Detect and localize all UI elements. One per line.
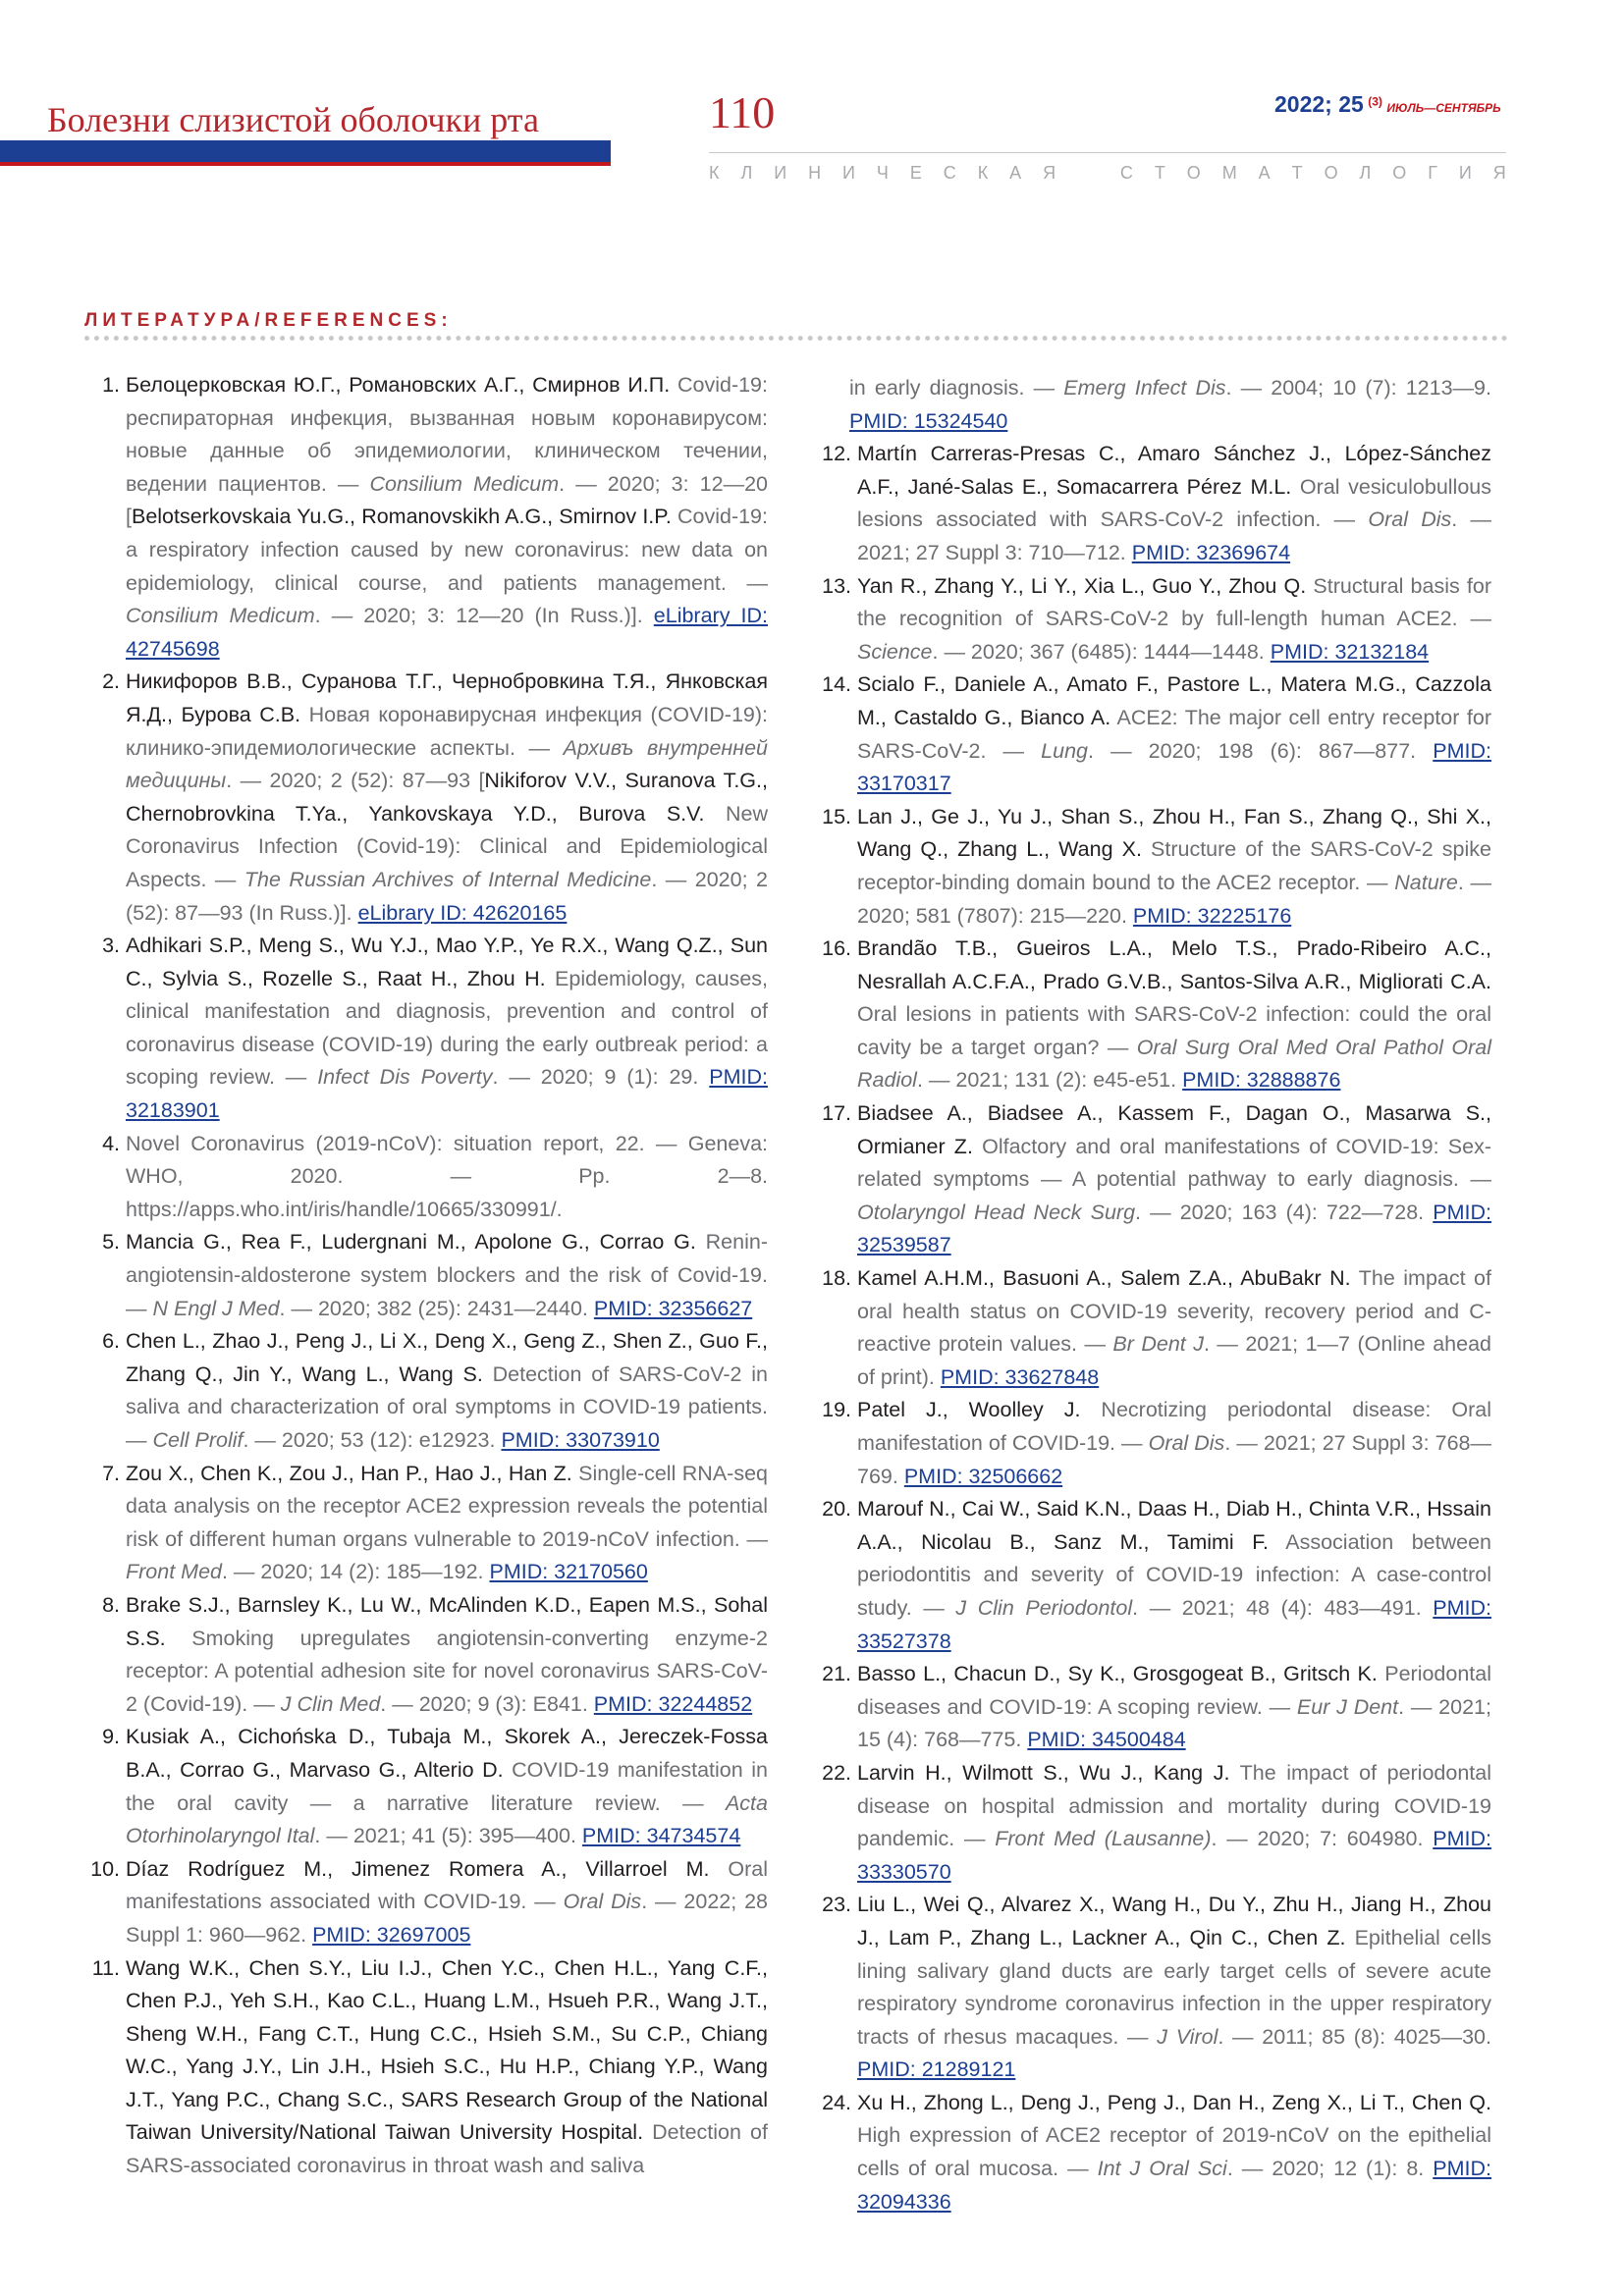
reference-body xyxy=(126,1952,768,2183)
reference-title: High expression of ACE2 receptor of 2019-nCoV on the epithelial cells of oral mucosa. — xyxy=(857,2123,1491,2181)
journal-letter: Е xyxy=(909,163,922,183)
reference-authors: Brandão T.B., Gueiros L.A., Melo T.S., Prado-Ribeiro A.C., Nesrallah A.C.F.A., Prado G.V.B., Santos-Silva A.R., Migliorati C.A. xyxy=(857,936,1491,993)
reference-details: . — 2021; 41 (5): 395—400. xyxy=(314,1824,582,1848)
reference-item xyxy=(88,1721,768,1852)
reference-item xyxy=(812,801,1491,933)
reference-body xyxy=(126,930,768,1128)
reference-item xyxy=(88,1853,768,1952)
reference-details: . — 2020; 9 (3): E841. xyxy=(380,1691,594,1716)
reference-item xyxy=(812,1658,1491,1757)
reference-item xyxy=(88,1128,768,1227)
journal-letter: И xyxy=(842,163,855,183)
pmid-link[interactable]: PMID: 32225176 xyxy=(1132,903,1292,928)
reference-body xyxy=(126,1128,768,1227)
reference-details: . — 2021; 131 (2): e45-e51. xyxy=(916,1068,1183,1093)
references-column-right xyxy=(812,372,1491,2218)
reference-authors: Martín Carreras-Presas C., Amaro Sánchez J., López-Sánchez A.F., Jané-Salas E., Somacarrera Pérez M.L. xyxy=(857,442,1491,499)
journal-letter: А xyxy=(1009,163,1022,183)
reference-body xyxy=(126,1853,768,1952)
journal-letter: К xyxy=(709,163,720,183)
reference-journal: Cell Prolif xyxy=(152,1428,244,1452)
section-title: Болезни слизистой оболочки рта xyxy=(47,100,539,139)
reference-title: Association between periodontitis and severity of COVID-19 infection: A case-control study. — xyxy=(857,1529,1491,1620)
reference-title-translit: New Coronavirus Infection (Covid-19): Clinical and Epidemiological Aspects. — xyxy=(126,801,768,891)
reference-title: Oral lesions in patients with SARS-CoV-2 infection: could the oral cavity be a target organ? — xyxy=(857,1002,1491,1059)
reference-details: . — 2020; 367 (6485): 1444—1448. xyxy=(932,639,1271,664)
pmid-link[interactable]: eLibrary ID: 42620165 xyxy=(357,900,568,925)
reference-journal: Acta Otorhinolaryngol Ital xyxy=(126,1790,768,1848)
reference-body xyxy=(857,933,1491,1097)
reference-number: 6. xyxy=(102,1329,120,1354)
reference-journal: Oral Dis xyxy=(1368,507,1452,532)
reference-body xyxy=(857,1889,1491,2087)
pmid-link[interactable]: PMID: 33330570 xyxy=(857,1827,1491,1884)
reference-title: Detection of SARS-associated coronavirus in throat wash and saliva xyxy=(126,2120,768,2178)
reference-item xyxy=(88,666,768,930)
reference-authors: Zou X., Chen K., Zou J., Han P., Hao J., Han Z. xyxy=(126,1461,572,1485)
reference-details: . — 2021; 27 Suppl 3: 768—769. xyxy=(857,1431,1492,1488)
reference-authors: Basso L., Chacun D., Sy K., Grosgogeat B., Gritsch K. xyxy=(857,1662,1378,1686)
header-blue-bar xyxy=(0,140,611,162)
reference-number: 14. xyxy=(822,672,851,697)
reference-authors-translit: Nikiforov V.V., Suranova T.G., Chernobrovkina T.Ya., Yankovskaya Y.D., Burova S.V. xyxy=(126,769,768,826)
issue-info xyxy=(1274,91,1501,118)
reference-item xyxy=(812,1097,1491,1262)
journal-letter: Ч xyxy=(876,163,889,183)
reference-number: 17. xyxy=(822,1101,851,1126)
reference-body xyxy=(126,1589,768,1721)
reference-details: . — 2020; 581 (7807): 215—220. xyxy=(857,870,1491,928)
reference-journal: Oral Dis xyxy=(563,1890,642,1914)
issue-number: (3) xyxy=(1368,94,1382,109)
reference-authors: Chen L., Zhao J., Peng J., Li X., Deng X., Geng Z., Shen Z., Guo F., Zhang Q., Jin Y., Wang L., Wang S. xyxy=(126,1329,768,1386)
journal-letter: О xyxy=(1186,163,1201,183)
journal-letter: Я xyxy=(1492,163,1506,183)
reference-details: . — 2020; 9 (1): 29. xyxy=(492,1065,710,1090)
reference-details: . — 2020; 12 (1): 8. xyxy=(1226,2157,1434,2181)
reference-details: . — 2020; 3: 12—20 [ xyxy=(126,471,768,529)
reference-number: 2. xyxy=(102,669,120,694)
reference-journal-translit: The Russian Archives of Internal Medicine xyxy=(244,867,652,891)
reference-authors: Mancia G., Rea F., Ludergnani M., Apolone G., Corrao G. xyxy=(126,1230,696,1255)
reference-authors-translit: Belotserkovskaia Yu.G., Romanovskikh A.G., Smirnov I.P. xyxy=(131,505,672,529)
reference-item xyxy=(88,1325,768,1457)
reference-journal: Science xyxy=(857,639,933,664)
reference-details: . — 2020; 7: 604980. xyxy=(1211,1827,1434,1851)
reference-authors: Lan J., Ge J., Yu J., Shan S., Zhou H., Fan S., Zhang Q., Shi X., Wang Q., Zhang L., Wang X. xyxy=(857,804,1491,862)
pmid-link[interactable]: PMID: 32506662 xyxy=(903,1464,1063,1488)
reference-number: 20. xyxy=(822,1497,851,1522)
journal-letter: Я xyxy=(1043,163,1056,183)
reference-body xyxy=(857,2087,1491,2218)
journal-letter: А xyxy=(1258,163,1271,183)
journal-letter: Л xyxy=(740,163,753,183)
reference-body xyxy=(126,1226,768,1325)
reference-authors: Kamel A.H.M., Basuoni A., Salem Z.A., AbuBakr N. xyxy=(857,1266,1351,1291)
reference-number: 8. xyxy=(102,1592,120,1617)
references-column-left xyxy=(88,369,768,2183)
reference-number: 21. xyxy=(822,1662,851,1686)
pmid-link[interactable]: PMID: 32132184 xyxy=(1270,639,1430,664)
reference-journal: Oral Dis xyxy=(1148,1431,1225,1455)
reference-number: 18. xyxy=(822,1266,851,1291)
reference-details: . — 2020; 163 (4): 722—728. xyxy=(1135,1200,1434,1224)
reference-title: Structural basis for the recognition of SARS-CoV-2 by full-length human ACE2. — xyxy=(857,573,1491,631)
reference-title: Oral manifestations associated with COVID-19. — xyxy=(126,1856,768,1914)
reference-item xyxy=(88,930,768,1128)
reference-details: . — 2011; 85 (8): 4025—30. xyxy=(1218,2024,1491,2049)
reference-number: 19. xyxy=(822,1398,851,1422)
reference-journal: Архивъ внутренней медицины xyxy=(126,735,768,793)
reference-body xyxy=(857,801,1491,933)
reference-authors: Adhikari S.P., Meng S., Wu Y.J., Mao Y.P., Ye R.X., Wang Q.Z., Sun C., Sylvia S., Rozelle S., Raat H., Zhou H. xyxy=(126,934,768,990)
reference-body xyxy=(857,1097,1491,1262)
reference-authors: Никифоров В.В., Суранова Т.Г., Чернобровкина Т.Я., Янковская Я.Д., Бурова С.В. xyxy=(126,669,768,726)
reference-journal: Infect Dis Poverty xyxy=(317,1065,493,1090)
reference-title: Structure of the SARS-CoV-2 spike receptor-binding domain bound to the ACE2 receptor. — xyxy=(857,837,1491,894)
reference-number: 4. xyxy=(102,1131,120,1155)
pmid-link[interactable]: PMID: 32244852 xyxy=(593,1691,753,1716)
reference-body xyxy=(857,438,1491,569)
reference-continuation: in early diagnosis. — Emerg Infect Dis. — 2004; 10 (7): 1213—9. PMID: 15324540 xyxy=(849,376,1491,433)
reference-number: 13. xyxy=(822,573,851,598)
reference-item xyxy=(812,1262,1491,1394)
pmid-link[interactable]: PMID: 32170560 xyxy=(489,1560,648,1584)
pmid-link[interactable]: PMID: 33170317 xyxy=(857,738,1491,796)
reference-authors: Wang W.K., Chen S.Y., Liu I.J., Chen Y.C., Chen H.L., Yang C.F., Chen P.J., Yeh S.H., Kao C.L., Huang L.M., Hsueh P.R., Wang J.T., Sheng W.H., Fang C.T., Hung C.C., Hsieh S.M., Su C.P., Chiang W.C., Yang J.Y., Lin J.H., Hsieh S.C., Hu H.P., Chiang Y.P., Wang J.T., Yang P.C., Chang S.C., SARS Research Group of the National Taiwan University/National Taiwan University Hospital. xyxy=(126,1955,768,2145)
reference-journal: Front Med xyxy=(126,1560,222,1584)
reference-body xyxy=(857,1394,1491,1493)
reference-authors: Brake S.J., Barnsley K., Lu W., McAlinden K.D., Eapen M.S., Sohal S.S. xyxy=(126,1592,768,1650)
reference-item xyxy=(812,1757,1491,1889)
reference-number: 16. xyxy=(822,936,851,961)
reference-journal: J Clin Periodontol xyxy=(955,1595,1133,1620)
reference-body xyxy=(126,1458,768,1589)
journal-letter: Т xyxy=(1291,163,1303,183)
reference-number: 9. xyxy=(102,1725,120,1749)
reference-details: . — 2020; 14 (2): 185—192. xyxy=(221,1560,490,1584)
reference-journal: Front Med (Lausanne) xyxy=(995,1827,1212,1851)
issue-period: ИЮЛЬ—СЕНТЯБРЬ xyxy=(1386,101,1501,115)
reference-title: Covid-19: респираторная инфекция, вызванная новым коронавирусом: новые данные об эпидемиологии, клиническом течении, ведении пациентов. — xyxy=(126,373,768,496)
reference-number: 7. xyxy=(102,1461,120,1485)
reference-item xyxy=(88,1589,768,1721)
reference-number: 1. xyxy=(102,373,120,397)
reference-body xyxy=(126,369,768,666)
reference-details: . — 2021; 15 (4): 768—775. xyxy=(857,1694,1491,1752)
reference-title: Novel Coronavirus (2019-nCoV): situation report, 22. — Geneva: WHO, 2020. — Pp. 2—8. https://apps.who.int/iris/handle/10665/330991/. xyxy=(126,1131,768,1221)
reference-item xyxy=(812,933,1491,1097)
reference-details: . — 2022; 28 Suppl 1: 960—962. xyxy=(126,1890,768,1947)
reference-authors: Kusiak A., Cichońska D., Tubaja M., Skorek A., Jereczek-Fossa B.A., Corrao G., Marvaso G., Alterio D. xyxy=(126,1725,768,1782)
journal-name xyxy=(709,163,1506,184)
reference-body xyxy=(126,1721,768,1852)
pmid-link[interactable]: PMID: 32888876 xyxy=(1182,1068,1341,1093)
reference-authors: Larvin H., Wilmott S., Wu J., Kang J. xyxy=(857,1760,1230,1785)
pmid-link[interactable]: PMID: 32094336 xyxy=(857,2157,1491,2214)
pmid-link[interactable]: PMID: 34734574 xyxy=(581,1824,741,1848)
pmid-link[interactable]: PMID: 32369674 xyxy=(1131,540,1291,564)
reference-item xyxy=(88,369,768,666)
reference-details: . — 2020; 2 (52): 87—93 [ xyxy=(226,769,485,793)
journal-letter: О xyxy=(1392,163,1407,183)
pmid-link[interactable]: PMID: 33627848 xyxy=(940,1364,1100,1389)
pmid-link[interactable]: PMID: 32539587 xyxy=(857,1200,1491,1257)
reference-item xyxy=(812,1394,1491,1493)
reference-title: Single-cell RNA-seq data analysis on the receptor ACE2 expression reveals the potential risk of different human organs vulnerable to 2019-nCoV infection. — xyxy=(126,1461,768,1551)
reference-body xyxy=(857,1757,1491,1889)
reference-item xyxy=(812,668,1491,800)
reference-details: . — 2020; 53 (12): e12923. xyxy=(243,1428,502,1452)
journal-letter: С xyxy=(1119,163,1133,183)
reference-number: 15. xyxy=(822,804,851,828)
reference-authors: Díaz Rodríguez M., Jimenez Romera A., Villarroel M. xyxy=(126,1856,710,1881)
reference-journal: Nature xyxy=(1394,870,1458,894)
reference-item xyxy=(88,1226,768,1325)
pmid-link[interactable]: PMID: 15324540 xyxy=(849,408,1008,433)
reference-authors: Liu L., Wei Q., Alvarez X., Wang H., Du Y., Zhu H., Jiang H., Zhou J., Lam P., Zhang L., Lackner A., Qin C., Chen Z. xyxy=(857,1893,1491,1949)
reference-title: Olfactory and oral manifestations of COVID-19: Sex-related symptoms — A potential pathway to early diagnosis. — xyxy=(857,1134,1491,1192)
journal-letter: И xyxy=(774,163,787,183)
reference-title: Epithelial cells lining salivary gland ducts are early target cells of severe acute respiratory syndrome coronavirus infection in the upper respiratory tracts of rhesus macaques. — xyxy=(857,1925,1491,2049)
reference-title: Oral vesiculobullous lesions associated with SARS-CoV-2 infection. — xyxy=(857,474,1491,532)
pmid-link[interactable]: PMID: 32356627 xyxy=(593,1296,753,1320)
journal-letter: М xyxy=(1221,163,1237,183)
reference-title: Smoking upregulates angiotensin-converting enzyme-2 receptor: A potential adhesion site for novel coronavirus SARS-CoV-2 (Covid-19). — xyxy=(126,1626,768,1716)
pmid-link[interactable]: PMID: 34500484 xyxy=(1027,1728,1186,1752)
reference-body xyxy=(857,1658,1491,1757)
reference-number: 23. xyxy=(822,1893,851,1917)
reference-title: Epidemiology, causes, clinical manifestation and diagnosis, prevention and control of coronavirus disease (COVID-19) during the early outbreak period: a scoping review. — xyxy=(126,966,768,1090)
journal-letter: Л xyxy=(1359,163,1372,183)
reference-journal: Consilium Medicum xyxy=(369,471,560,496)
pmid-link[interactable]: PMID: 21289121 xyxy=(857,2057,1016,2082)
dotted-divider xyxy=(84,336,1508,341)
reference-number: 12. xyxy=(822,442,851,466)
reference-number: 24. xyxy=(822,2090,851,2114)
reference-authors: Patel J., Woolley J. xyxy=(857,1398,1081,1422)
reference-details-translit: . — 2020; 2 (52): 87—93 (In Russ.)]. xyxy=(126,867,769,925)
reference-authors: Белоцерковская Ю.Г., Романовских А.Г., Смирнов И.П. xyxy=(126,373,671,397)
reference-journal: Int J Oral Sci xyxy=(1097,2157,1227,2181)
reference-authors: Marouf N., Cai W., Said K.N., Daas H., Diab H., Chinta V.R., Hssain A.A., Nicolau B., Sanz M., Tamimi F. xyxy=(857,1497,1491,1554)
reference-journal: J Clin Med xyxy=(280,1691,381,1716)
journal-letter: Н xyxy=(808,163,822,183)
reference-body xyxy=(857,1493,1491,1658)
reference-details: . — 2020; 382 (25): 2431—2440. xyxy=(279,1296,594,1320)
reference-item xyxy=(88,1952,768,2183)
journal-letter: О xyxy=(1324,163,1338,183)
reference-item xyxy=(812,438,1491,569)
reference-journal: Otolaryngol Head Neck Surg xyxy=(857,1200,1136,1224)
pmid-link[interactable]: eLibrary ID: 42745698 xyxy=(126,604,768,661)
reference-number: 3. xyxy=(102,934,120,958)
reference-body xyxy=(857,668,1491,800)
page-number: 110 xyxy=(709,87,776,137)
reference-journal: Br Dent J xyxy=(1112,1332,1204,1357)
reference-title: The impact of oral health status on COVID-19 severity, recovery period and C-reactive protein values. — xyxy=(857,1266,1491,1357)
journal-letter: Т xyxy=(1154,163,1165,183)
reference-title: Renin-angiotensin-aldosterone system blockers and the risk of Covid-19. — xyxy=(126,1230,768,1320)
journal-letter: И xyxy=(1458,163,1472,183)
pmid-link[interactable]: PMID: 32183901 xyxy=(126,1065,768,1123)
reference-title: Новая коронавирусная инфекция (COVID-19): клинико-эпидемиологические аспекты. — xyxy=(126,702,768,760)
reference-authors: Scialo F., Daniele A., Amato F., Pastore L., Matera M.G., Cazzola M., Castaldo G., Bianco A. xyxy=(857,672,1491,729)
reference-body xyxy=(857,1262,1491,1394)
reference-title: Detection of SARS-CoV-2 in saliva and characterization of oral symptoms in COVID-19 patients. — xyxy=(126,1362,768,1452)
reference-authors: Yan R., Zhang Y., Li Y., Xia L., Guo Y., Zhou Q. xyxy=(857,573,1307,598)
reference-title: Necrotizing periodontal disease: Oral manifestation of COVID-19. — xyxy=(857,1398,1491,1455)
reference-body xyxy=(126,1325,768,1457)
reference-journal: N Engl J Med xyxy=(152,1296,280,1320)
reference-journal: Oral Surg Oral Med Oral Pathol Oral Radiol xyxy=(857,1035,1492,1093)
reference-title: Periodontal diseases and COVID-19: A scoping review. — xyxy=(857,1662,1492,1719)
reference-number: 22. xyxy=(822,1760,851,1785)
reference-journal-translit: Consilium Medicum xyxy=(126,604,315,628)
reference-details: . — 2020; 198 (6): 867—877. xyxy=(1088,738,1434,763)
reference-number: 10. xyxy=(90,1856,120,1881)
reference-item xyxy=(812,1889,1491,2087)
reference-authors: Xu H., Zhong L., Deng J., Peng J., Dan H., Zeng X., Li T., Chen Q. xyxy=(857,2090,1491,2114)
header-red-bar xyxy=(0,162,611,166)
reference-details: . — 2021; 27 Suppl 3: 710—712. xyxy=(857,507,1491,564)
reference-details-translit: . — 2020; 3: 12—20 (In Russ.)]. xyxy=(314,604,654,628)
reference-title: ACE2: The major cell entry receptor for SARS-CoV-2. — xyxy=(857,705,1491,763)
reference-body xyxy=(857,570,1491,669)
reference-journal: Lung xyxy=(1041,738,1088,763)
reference-journal: J Virol xyxy=(1157,2024,1218,2049)
pmid-link[interactable]: PMID: 33527378 xyxy=(857,1595,1491,1653)
reference-title: COVID-19 manifestation in the oral cavity — a narrative literature review. — xyxy=(126,1757,768,1815)
reference-body xyxy=(126,666,768,930)
reference-details: . — 2021; 1—7 (Online ahead of print). xyxy=(857,1332,1491,1389)
pmid-link[interactable]: PMID: 32697005 xyxy=(312,1922,471,1947)
issue-year: 2022; 25 xyxy=(1274,91,1364,117)
reference-title-translit: Covid-19: a respiratory infection caused by new coronavirus: new data on epidemiology, clinical course, and patients management. — xyxy=(126,505,768,595)
reference-number: 5. xyxy=(102,1230,120,1255)
journal-letter: К xyxy=(977,163,989,183)
header-rule xyxy=(709,152,1506,153)
reference-title: The impact of periodontal disease on hospital admission and mortality during COVID-19 pandemic. — xyxy=(857,1760,1491,1851)
reference-number: 11. xyxy=(91,1955,120,1980)
pmid-link[interactable]: PMID: 33073910 xyxy=(501,1428,660,1452)
reference-authors: Biadsee A., Biadsee A., Kassem F., Dagan O., Masarwa S., Ormianer Z. xyxy=(857,1101,1491,1158)
journal-letter: Г xyxy=(1428,163,1437,183)
reference-item xyxy=(812,570,1491,669)
reference-item xyxy=(88,1458,768,1589)
reference-item xyxy=(812,2087,1491,2218)
references-heading: ЛИТЕРАТУРА/REFERENCES: xyxy=(84,310,453,331)
reference-item xyxy=(812,1493,1491,1658)
reference-details: . — 2021; 48 (4): 483—491. xyxy=(1132,1595,1434,1620)
journal-letter: С xyxy=(943,163,956,183)
reference-journal: Eur J Dent xyxy=(1296,1694,1399,1719)
